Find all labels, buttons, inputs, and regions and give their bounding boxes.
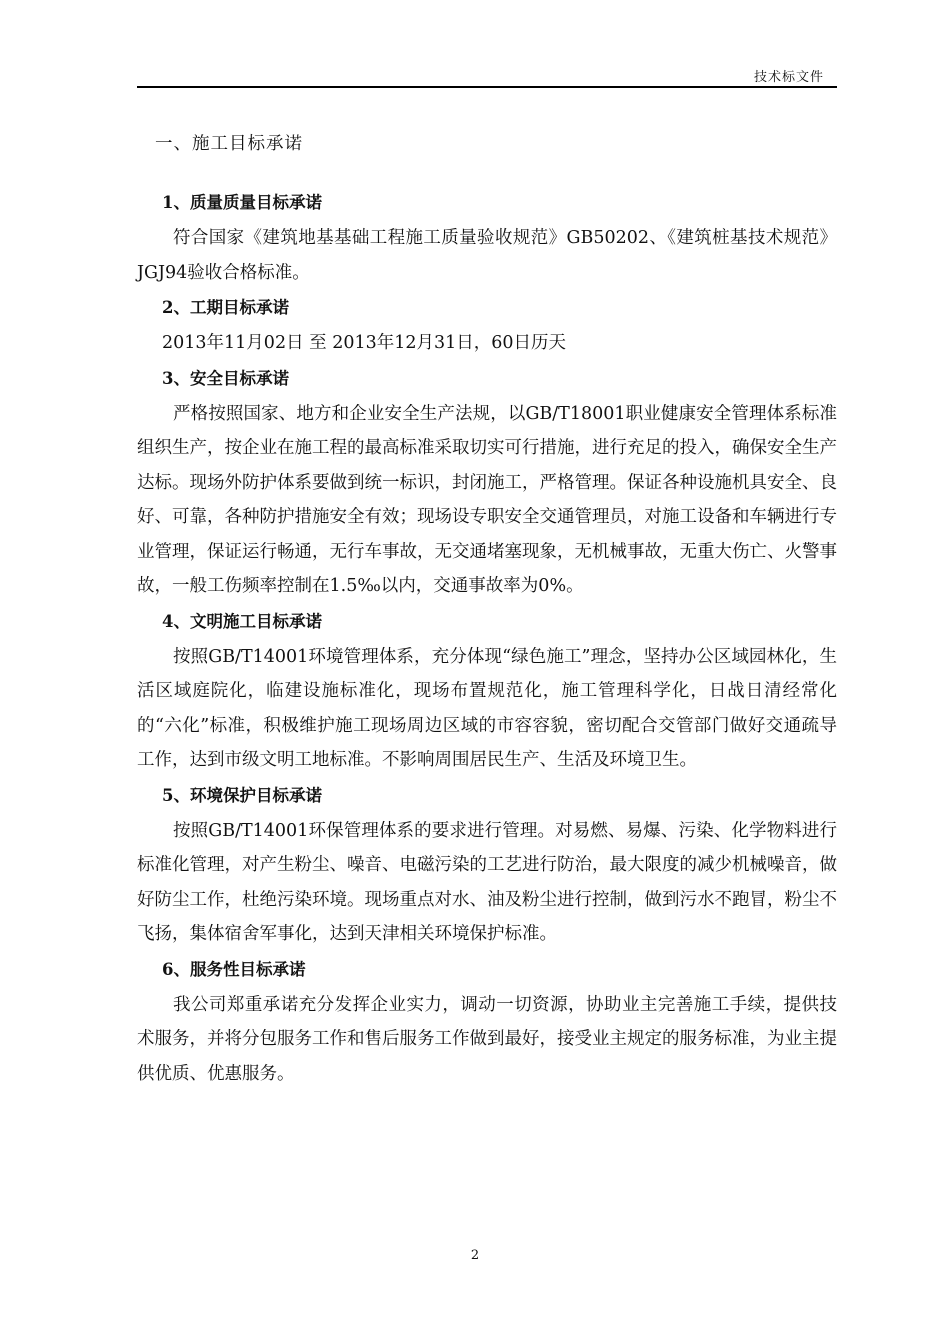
item-3-title: 3、安全目标承诺 [162,368,289,388]
section-title: 一、施工目标承诺 [155,134,303,154]
item-2-title: 2、工期目标承诺 [162,298,289,317]
item-4-body: 按照GB/T14001环境管理体系，充分体现“绿色施工”理念，坚持办公区域园林化，生活区域庭院化，临建设施标准化，现场布置规范化，施工管理科学化，日战日清经常化的“六化”标准，积极维护施工现场周边区域的市容容貌，密切配合交管部门做好交通疏导工作，达到市级文明工地标准。不影响周围居民生产、生活及环境卫生。 [137,646,837,770]
item-6-title: 6、服务性目标承诺 [162,959,306,979]
document-body [137,120,837,1091]
item-1-body: 符合国家《建筑地基基础工程施工质量验收规范》GB50202、《建筑桩基技术规范》JGJ94验收合格标准。 [137,228,837,283]
item-1-title: 1、质量质量目标承诺 [162,193,322,212]
item-4-title: 4、文明施工目标承诺 [162,611,322,631]
item-5-title: 5、环境保护目标承诺 [162,785,322,805]
item-3-body: 严格按照国家、地方和企业安全生产法规，以GB/T18001职业健康安全管理体系标准组织生产，按企业在施工程的最高标准采取切实可行措施，进行充足的投入，确保安全生产达标。现场外防护体系要做到统一标识，封闭施工，严格管理。保证各种设施机具安全、良好、可靠，各种防护措施安全有效；现场设专职安全交通管理员，对施工设备和车辆进行专业管理，保证运行畅通，无行车事故，无交通堵塞现象，无机械事故，无重大伤亡、火警事故，一般工伤频率控制在1.5‰以内，交通事故率为0%。 [137,403,837,596]
item-2-body: 2013年11月02日 至 2013年12月31日，60日历天 [162,333,567,353]
header-label: 技术标文件 [753,70,824,85]
item-6-body: 我公司郑重承诺充分发挥企业实力，调动一切资源，协助业主完善施工手续，提供技术服务，并将分包服务工作和售后服务工作做到最好，接受业主规定的服务标准，为业主提供优质、优惠服务。 [137,994,837,1084]
header-rule [137,86,837,88]
page-number: 2 [470,1248,480,1263]
item-5-body: 按照GB/T14001环保管理体系的要求进行管理。对易燃、易爆、污染、化学物料进行标准化管理，对产生粉尘、噪音、电磁污染的工艺进行防治，最大限度的减少机械噪音，做好防尘工作，杜绝污染环境。现场重点对水、油及粉尘进行控制，做到污水不跑冒，粉尘不飞扬，集体宿舍军事化，达到天津相关环境保护标准。 [137,820,837,944]
